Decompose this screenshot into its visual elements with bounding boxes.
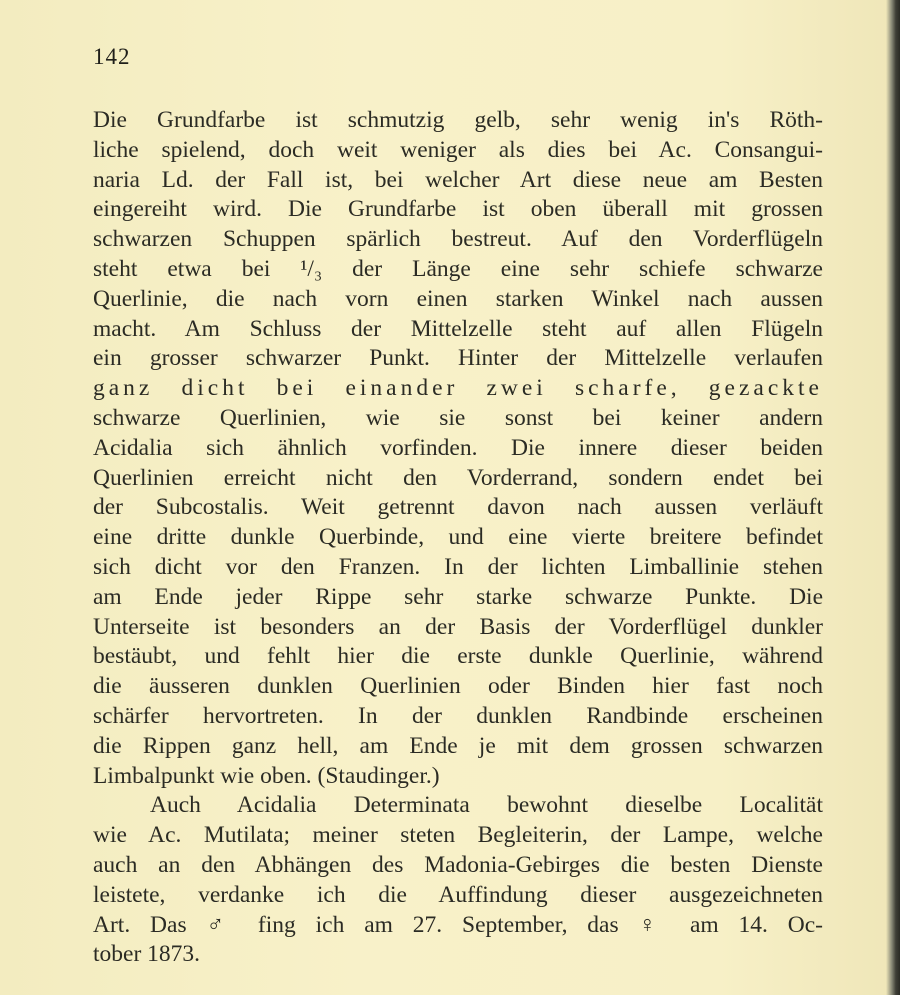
text-line: tober 1873.	[93, 941, 201, 968]
text-line: steht etwa bei ¹/₃ der Länge eine sehr schiefe schwarze	[93, 255, 823, 282]
page-number: 142	[93, 44, 131, 69]
text-line: eine dritte dunkle Querbinde, und eine vierte breitere befindet	[93, 524, 823, 551]
text-line: schärfer hervortreten. In der dunklen Randbinde erscheinen	[93, 702, 823, 729]
text-line: Unterseite ist besonders an der Basis der Vorderflügel dunkler	[93, 613, 823, 640]
text-line: auch an den Abhängen des Madonia-Gebirges die besten Dienste	[93, 851, 823, 878]
text-line: naria Ld. der Fall ist, bei welcher Art diese neue am Besten	[93, 166, 823, 193]
text-line: Acidalia sich ähnlich vorfinden. Die innere dieser beiden	[93, 434, 823, 461]
text-line: sich dicht vor den Franzen. In der lichten Limballinie stehen	[93, 553, 823, 580]
text-line: Querlinien erreicht nicht den Vorderrand, sondern endet bei	[93, 464, 823, 491]
text-line: ein grosser schwarzer Punkt. Hinter der Mittelzelle verlaufen	[93, 345, 823, 372]
text-line: schwarze Querlinien, wie sie sonst bei keiner andern	[93, 404, 823, 431]
text-line: der Subcostalis. Weit getrennt davon nach aussen verläuft	[93, 494, 823, 521]
text-line: am Ende jeder Rippe sehr starke schwarze Punkte. Die	[93, 583, 823, 610]
text-line: schwarzen Schuppen spärlich bestreut. Auf den Vorderflügeln	[93, 226, 823, 253]
text-line: Die Grundfarbe ist schmutzig gelb, sehr wenig in's Röth-	[93, 107, 823, 133]
text-line: Limbalpunkt wie oben. (Staudinger.)	[93, 762, 440, 789]
text-line: Auch Acidalia Determinata bewohnt dieselbe Localität	[150, 792, 823, 819]
text-line: Art. Das ♂ fing ich am 27. September, das ♀ am 14. Oc-	[93, 911, 823, 938]
text-line: eingereiht wird. Die Grundfarbe ist oben überall mit grossen	[93, 196, 823, 223]
text-line: liche spielend, doch weit weniger als dies bei Ac. Consangui-	[93, 136, 823, 163]
text-line: macht. Am Schluss der Mittelzelle steht auf allen Flügeln	[93, 315, 823, 342]
text-line: die Rippen ganz hell, am Ende je mit dem grossen schwarzen	[93, 732, 823, 759]
text-line: wie Ac. Mutilata; meiner steten Begleiterin, der Lampe, welche	[93, 822, 823, 849]
text-line: die äusseren dunklen Querlinien oder Binden hier fast noch	[93, 673, 823, 700]
text-line: Querlinie, die nach vorn einen starken Winkel nach aussen	[93, 285, 823, 312]
page-edge-shadow	[886, 0, 900, 995]
body-text	[93, 106, 823, 970]
text-line: ganz dicht bei einander zwei scharfe, gezackte	[93, 375, 823, 402]
text-line: leistete, verdanke ich die Auffindung dieser ausgezeichneten	[93, 881, 823, 908]
text-line: bestäubt, und fehlt hier die erste dunkle Querlinie, während	[93, 643, 823, 670]
